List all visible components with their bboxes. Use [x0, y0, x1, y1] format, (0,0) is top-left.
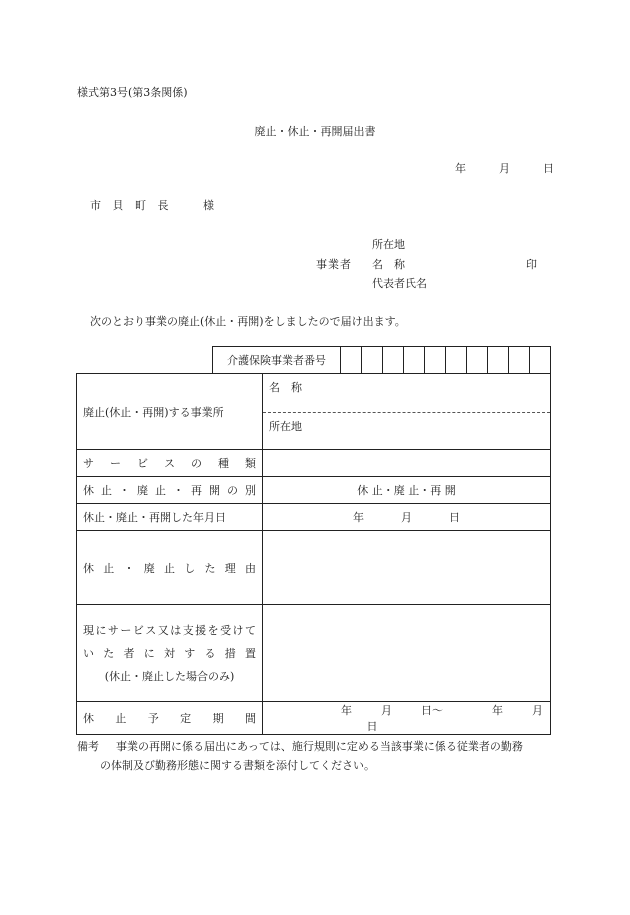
- category-label-char: 止: [155, 484, 166, 497]
- note: [77, 738, 523, 754]
- category-label-char: 開: [209, 484, 220, 497]
- addressee-honorific: 様: [203, 199, 214, 212]
- measures-field[interactable]: [263, 605, 551, 702]
- operator-representative-label: 代表者氏名: [372, 277, 427, 290]
- month-label: 月: [499, 162, 510, 175]
- day-label: 日: [449, 511, 460, 524]
- reason-label-char: し: [184, 561, 196, 575]
- reason-label-char: 廃: [143, 561, 155, 575]
- operator-name-label: 名 称: [372, 258, 405, 271]
- measures-label: [77, 605, 263, 702]
- period-end-month: 月: [532, 704, 543, 717]
- reason-label-char: 休: [83, 561, 94, 575]
- provider-number-digit[interactable]: [383, 347, 404, 374]
- period-label-char: 休: [83, 712, 94, 725]
- provider-number-digit[interactable]: [509, 347, 530, 374]
- month-label: 月: [401, 511, 412, 524]
- provider-number-label: 介護保険事業者番号: [213, 347, 341, 374]
- service-type-label-char: の: [191, 457, 202, 470]
- category-label-char: 止: [101, 484, 112, 497]
- provider-number-digit[interactable]: [488, 347, 509, 374]
- service-type-label-char: ー: [110, 457, 121, 470]
- service-type-label-char: 種: [218, 457, 229, 470]
- note-line1: 事業の再開に係る届出にあっては、施行規則に定める当該事業に係る従業者の勤務: [116, 740, 523, 753]
- period-label-char: 予: [147, 712, 159, 725]
- provider-number-digit[interactable]: [362, 347, 383, 374]
- measures-label-line2: いた者に対する措置: [83, 646, 256, 660]
- period-label-char: 間: [244, 712, 256, 725]
- category-label-char: ・: [119, 484, 130, 497]
- intro-text: 次のとおり事業の廃止(休止・再開)をしましたので届け出ます。: [90, 315, 406, 328]
- period-label-char: 期: [212, 712, 224, 725]
- reason-label-char: 理: [224, 561, 236, 575]
- submission-date: [455, 160, 554, 176]
- period-label-char: 定: [180, 712, 192, 725]
- year-label: 年: [353, 511, 364, 524]
- category-label-char: の: [227, 484, 238, 497]
- office-name-label: 名 称: [269, 381, 302, 394]
- provider-number-digit[interactable]: [530, 347, 551, 374]
- service-type-field[interactable]: [263, 450, 551, 477]
- provider-number-digit[interactable]: [404, 347, 425, 374]
- effective-date-field[interactable]: [263, 504, 551, 531]
- office-label: 廃止(休止・再開)する事業所: [77, 374, 263, 450]
- service-type-label-char: ビ: [137, 457, 148, 470]
- period-end-year: 年: [492, 704, 503, 717]
- service-type-label-char: ス: [164, 457, 175, 470]
- period-start-year: 年: [341, 704, 352, 717]
- reason-label: [77, 531, 263, 605]
- category-label: [77, 477, 263, 504]
- period-end-day: 日: [366, 720, 378, 733]
- reason-label-char: 由: [245, 561, 256, 575]
- category-label-char: 廃: [137, 484, 148, 497]
- reason-field[interactable]: [263, 531, 551, 605]
- measures-label-line3: (休止・廃止した場合のみ): [104, 669, 235, 683]
- note-line2: の体制及び勤務形態に関する書類を添付してください。: [100, 759, 375, 772]
- category-label-char: 休: [83, 484, 94, 497]
- period-start-month: 月: [381, 704, 392, 717]
- measures-label-line1: 現にサービス又は支援を受けて: [83, 623, 256, 637]
- service-type-label-char: サ: [83, 457, 94, 470]
- effective-date-label: 休止・廃止・再開した年月日: [77, 504, 263, 531]
- category-label-char: 再: [191, 484, 202, 497]
- reason-label-char: 止: [103, 561, 115, 575]
- service-type-label: [77, 450, 263, 477]
- period-label: [77, 702, 263, 735]
- period-field[interactable]: [263, 702, 551, 735]
- period-label-char: 止: [115, 712, 127, 725]
- category-value[interactable]: 休 止・廃 止・再 開: [263, 477, 551, 504]
- spacer: [77, 347, 213, 374]
- year-label: 年: [455, 162, 466, 175]
- provider-number-digit[interactable]: [446, 347, 467, 374]
- category-label-char: ・: [173, 484, 184, 497]
- operator-address-label: 所在地: [372, 238, 405, 251]
- category-label-char: 別: [245, 484, 256, 497]
- note-label: 備考: [77, 740, 99, 753]
- period-start-day: 日〜: [421, 704, 443, 717]
- reason-label-char: ・: [123, 561, 135, 575]
- provider-number-digit[interactable]: [341, 347, 362, 374]
- form-number: 様式第3号(第3条関係): [77, 86, 188, 99]
- reason-label-char: 止: [164, 561, 175, 575]
- document-title: 廃止・休止・再開届出書: [254, 125, 376, 138]
- addressee: 市 貝 町 長: [90, 199, 173, 212]
- office-address-label: 所在地: [263, 412, 550, 449]
- service-type-label-char: 類: [245, 457, 256, 470]
- day-label: 日: [543, 162, 554, 175]
- provider-number-digit[interactable]: [425, 347, 446, 374]
- reason-label-char: た: [204, 561, 216, 575]
- seal-mark: 印: [526, 258, 537, 271]
- notification-table: [76, 346, 551, 735]
- provider-number-digit[interactable]: [467, 347, 488, 374]
- office-field[interactable]: [263, 374, 551, 450]
- operator-label: 事業者: [316, 258, 352, 271]
